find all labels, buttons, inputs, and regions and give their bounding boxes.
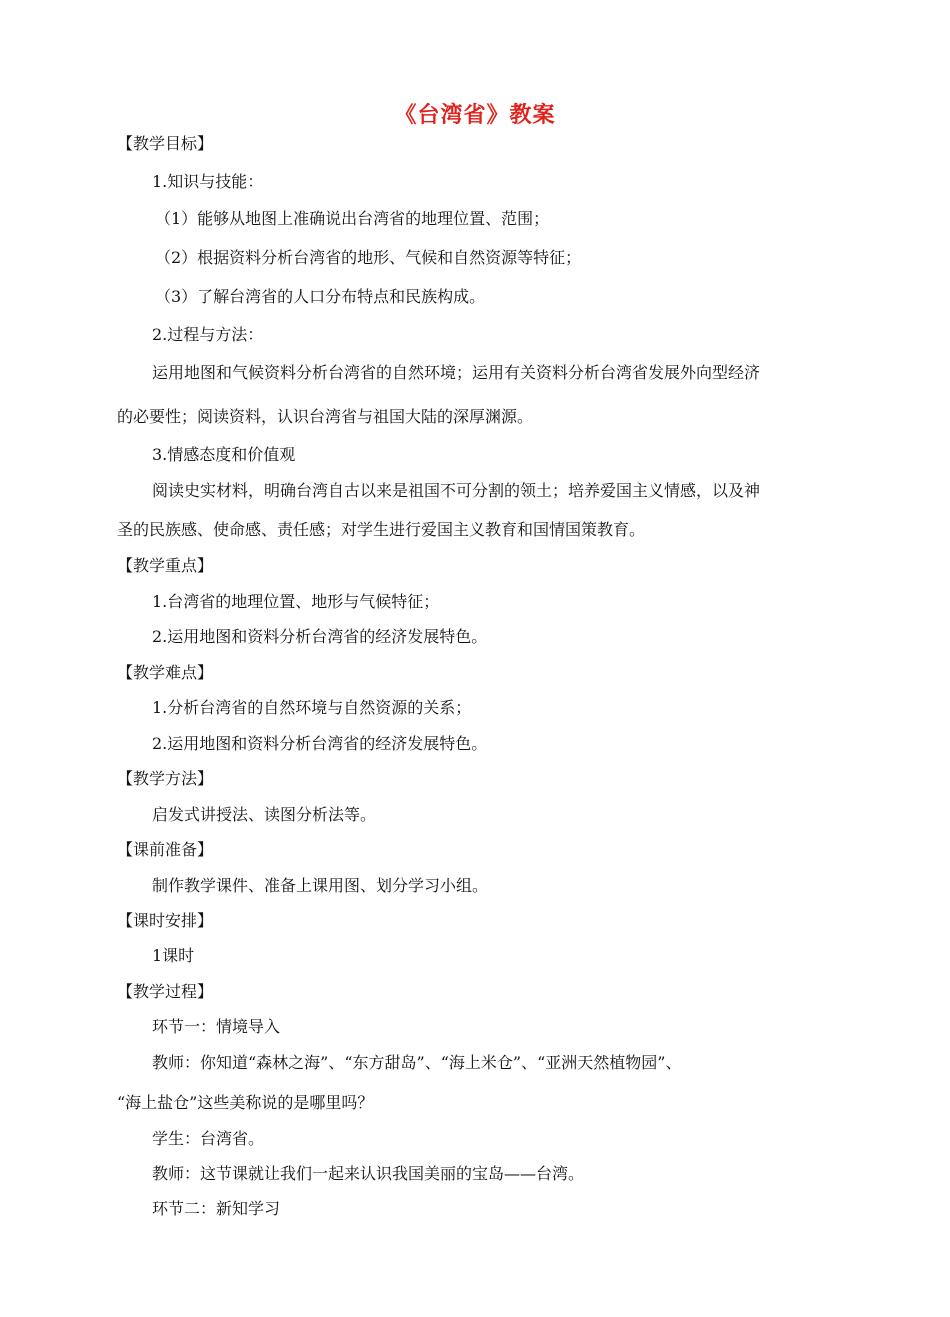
teacher-line-2: 教师：这节课就让我们一起来认识我国美丽的宝岛——台湾。: [152, 1164, 585, 1183]
section-heading-preparation: 【课前准备】: [117, 840, 214, 859]
teacher-line-1: 教师：你知道“森林之海”、“东方甜岛”、“海上米仓”、“亚洲天然植物园”、: [152, 1053, 682, 1072]
section-heading-schedule: 【课时安排】: [117, 911, 214, 930]
knowledge-item-2: （2）根据资料分析台湾省的地形、气候和自然资源等特征；: [155, 248, 582, 267]
section-heading-key-points: 【教学重点】: [117, 556, 214, 575]
key-point-1: 1.台湾省的地理位置、地形与气候特征；: [152, 592, 440, 611]
knowledge-label: 1.知识与技能：: [152, 172, 264, 191]
schedule-text: 1课时: [152, 946, 195, 965]
section-heading-process: 【教学过程】: [117, 982, 214, 1001]
process-label: 2.过程与方法：: [152, 325, 264, 344]
knowledge-item-1: （1）能够从地图上准确说出台湾省的地理位置、范围；: [155, 209, 550, 228]
emotion-label: 3.情感态度和价值观: [152, 445, 296, 464]
emotion-text-line-2: 圣的民族感、使命感、责任感；对学生进行爱国主义教育和国情国策教育。: [117, 520, 646, 539]
document-title: 《台湾省》教案: [394, 103, 556, 128]
process-text-line-1: 运用地图和气候资料分析台湾省的自然环境；运用有关资料分析台湾省发展外向型经济: [152, 363, 761, 382]
process-step-1: 环节一：情境导入: [152, 1017, 281, 1036]
section-heading-methods: 【教学方法】: [117, 769, 214, 788]
methods-text: 启发式讲授法、读图分析法等。: [152, 805, 377, 824]
section-heading-difficulties: 【教学难点】: [117, 663, 214, 682]
teacher-line-1-cont: “海上盐仓”这些美称说的是哪里吗？: [117, 1093, 374, 1112]
emotion-text-line-1: 阅读史实材料，明确台湾自古以来是祖国不可分割的领土；培养爱国主义情感，以及神: [152, 481, 761, 500]
process-step-2: 环节二：新知学习: [152, 1199, 281, 1218]
knowledge-item-3: （3）了解台湾省的人口分布特点和民族构成。: [155, 287, 486, 306]
section-heading-objectives: 【教学目标】: [117, 134, 214, 153]
preparation-text: 制作教学课件、准备上课用图、划分学习小组。: [152, 876, 489, 895]
difficulty-1: 1.分析台湾省的自然环境与自然资源的关系；: [152, 698, 472, 717]
key-point-2: 2.运用地图和资料分析台湾省的经济发展特色。: [152, 627, 488, 646]
student-line-1: 学生：台湾省。: [152, 1129, 265, 1148]
difficulty-2: 2.运用地图和资料分析台湾省的经济发展特色。: [152, 734, 488, 753]
process-text-line-2: 的必要性；阅读资料，认识台湾省与祖国大陆的深厚渊源。: [117, 407, 534, 426]
